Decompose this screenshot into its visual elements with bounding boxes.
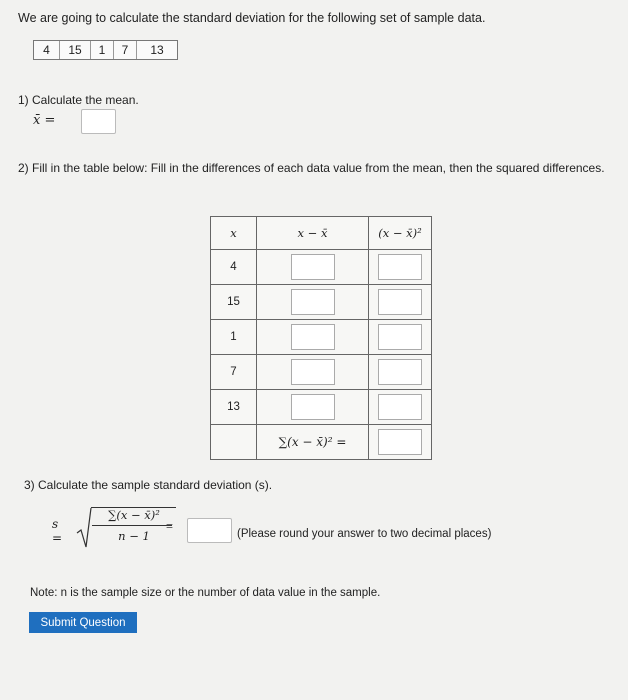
formula-denominator: n − 1	[118, 529, 150, 543]
question-2-label: 2) Fill in the table below: Fill in the differences of each data value from the mean, then the squared differences.	[18, 161, 605, 175]
deviation-table	[210, 216, 432, 460]
header-squared-deviation: (x − x̄)²	[369, 217, 432, 250]
squared-deviation-input[interactable]	[378, 359, 422, 385]
formula-numerator: ∑(x − x̄)²	[108, 508, 160, 522]
mean-symbol: x̄ =	[33, 113, 56, 128]
x-value: 13	[211, 390, 257, 425]
header-x: x	[211, 217, 257, 250]
squared-deviation-input[interactable]	[378, 289, 422, 315]
squared-deviation-input[interactable]	[378, 324, 422, 350]
rounding-hint: (Please round your answer to two decimal places)	[237, 528, 492, 540]
squared-deviation-input[interactable]	[378, 394, 422, 420]
question-3-label: 3) Calculate the sample standard deviation (s).	[24, 478, 273, 492]
squared-deviation-input[interactable]	[378, 254, 422, 280]
x-value: 7	[211, 355, 257, 390]
question-1-label: 1) Calculate the mean.	[18, 93, 139, 107]
sample-value: 1	[91, 41, 114, 59]
deviation-input[interactable]	[291, 394, 335, 420]
sample-data-row	[33, 40, 178, 60]
deviation-input[interactable]	[291, 289, 335, 315]
note-text: Note: n is the sample size or the number of data value in the sample.	[30, 587, 381, 599]
mean-input[interactable]	[81, 109, 116, 134]
intro-text: We are going to calculate the standard deviation for the following set of sample data.	[18, 11, 486, 25]
submit-question-button[interactable]: Submit Question	[29, 612, 137, 633]
sample-value: 7	[114, 41, 137, 59]
std-dev-input[interactable]	[187, 518, 232, 543]
header-deviation: x − x̄	[257, 217, 369, 250]
deviation-input[interactable]	[291, 324, 335, 350]
sample-value: 13	[150, 43, 164, 57]
sqrt-symbol	[76, 506, 92, 550]
formula-equals: =	[166, 519, 174, 533]
x-value: 15	[211, 285, 257, 320]
deviation-input[interactable]	[291, 359, 335, 385]
sum-squared-input[interactable]	[378, 429, 422, 455]
x-value: 1	[211, 320, 257, 355]
deviation-input[interactable]	[291, 254, 335, 280]
s-equals: s =	[52, 517, 63, 545]
sample-value: 4	[34, 41, 60, 59]
x-value: 4	[211, 250, 257, 285]
sample-value: 15	[60, 41, 91, 59]
sum-label: ∑(x − x̄)² =	[257, 425, 369, 460]
